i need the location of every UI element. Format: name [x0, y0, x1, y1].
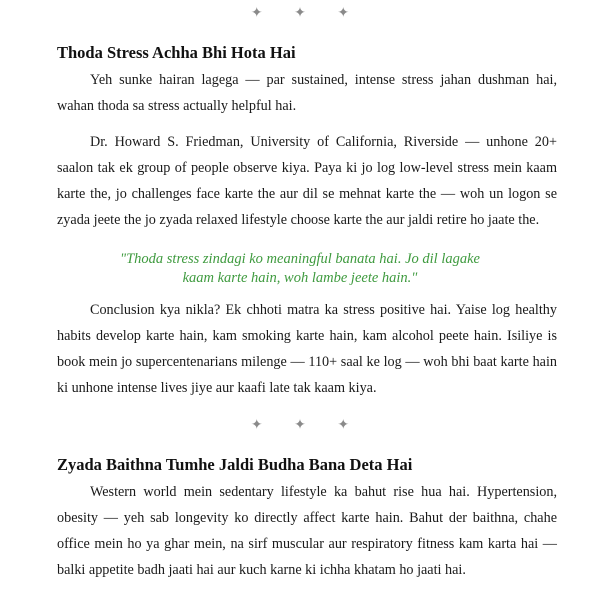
section-heading-sitting: Zyada Baithna Tumhe Jaldi Budha Bana Deta Hai	[57, 455, 413, 474]
paragraph-sedentary-lifestyle: Western world mein sedentary lifestyle ka bahut rise hua hai. Hypertension, obesity — yeh sab longevity ko directly affect karte hain. Bahut der baithna, chahe office mein ho ya ghar mein, na sirf muscular aur respiratory fitness kam karta hai — balki appetite badh jaati hai aur kuch karne ki ichha khatam ho jaati hai.	[57, 484, 557, 578]
paragraph-stress-intro: Yeh sunke hairan lagega — par sustained, intense stress jahan dushman hai, wahan thoda sa stress actually helpful hai.	[57, 72, 557, 114]
paragraph-conclusion: Conclusion kya nikla? Ek chhoti matra ka stress positive hai. Yaise log healthy habits develop karte hain, kam smoking karte hain, kam alcohol peete hain. Isiliye is book mein jo supercentenarians milenge — 110+ saal ke log — woh bhi baat karte hain ki unhone intense lives jiye aur kaafi late tak kaam kiya.	[57, 302, 557, 396]
pull-quote	[0, 250, 600, 288]
ornament-divider-middle: ✦ ✦ ✦	[250, 418, 364, 433]
pull-quote-line-1: "Thoda stress zindagi ko meaningful banata hai. Jo dil lagake	[120, 251, 480, 267]
ornament-divider-top: ✦ ✦ ✦	[250, 6, 364, 21]
section-heading-stress: Thoda Stress Achha Bhi Hota Hai	[57, 43, 296, 62]
paragraph-friedman-study: Dr. Howard S. Friedman, University of California, Riverside — unhone 20+ saalon tak ek group of people observe kiya. Paya ki jo log low-level stress mein kaam karte the, jo challenges face karte the aur dil se mehnat karte the — woh un logon se zyada jeete the jo zyada relaxed lifestyle choose karte the aur jaldi retire ho jaate the.	[57, 134, 557, 228]
pull-quote-line-2: kaam karte hain, woh lambe jeete hain."	[182, 270, 418, 286]
